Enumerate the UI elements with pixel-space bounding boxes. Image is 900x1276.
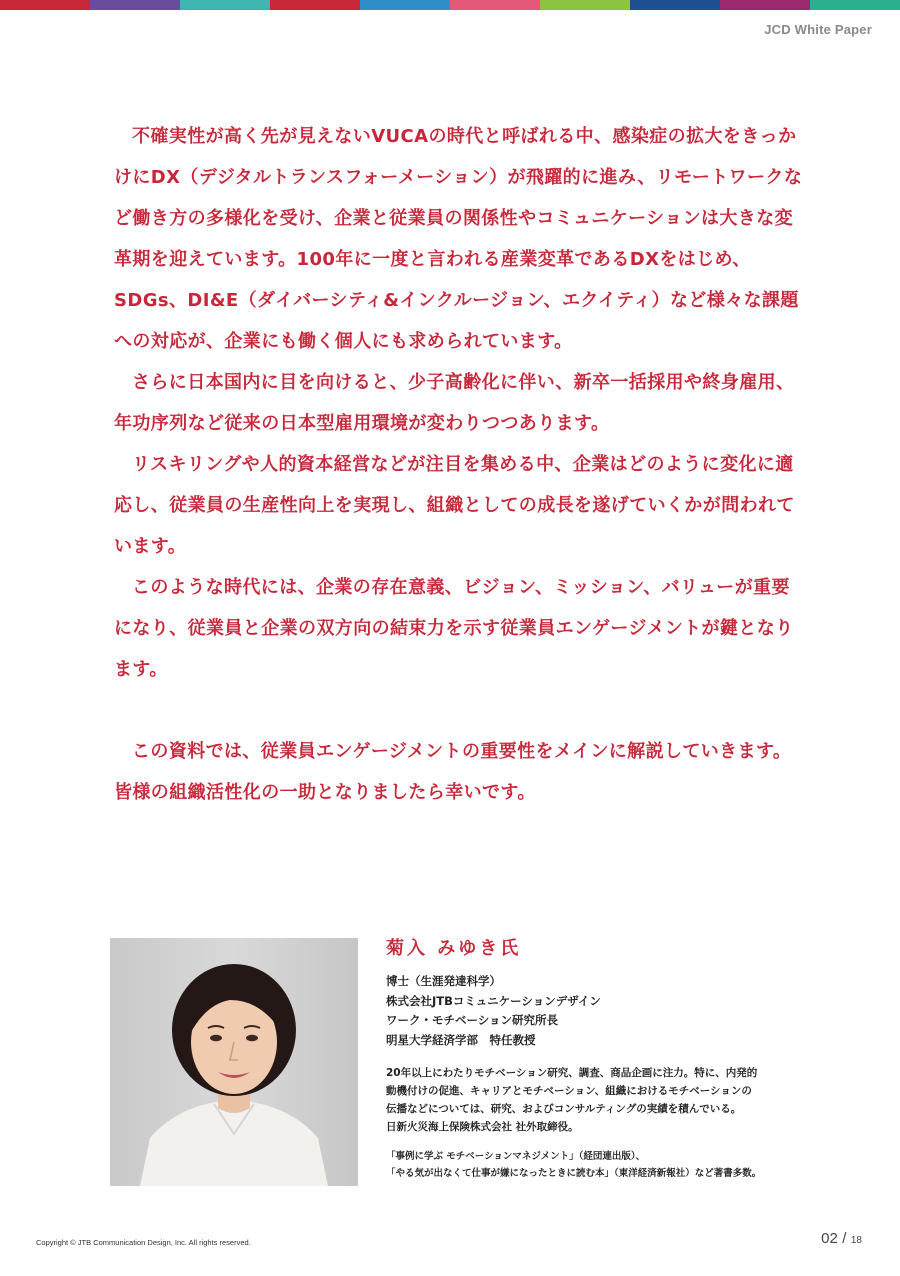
stripe-segment: [810, 0, 900, 10]
copyright-notice: Copyright © JTB Communication Design, Inc. All rights reserved.: [36, 1238, 251, 1247]
author-title-line: 明星大学経済学部 特任教授: [386, 1032, 536, 1047]
author-books: [386, 1148, 856, 1182]
page-separator: /: [842, 1230, 847, 1247]
author-bio-line: 動機付けの促進、キャリアとモチベーション、組織におけるモチベーションの: [386, 1085, 752, 1097]
stripe-segment: [360, 0, 450, 10]
author-photo: [110, 938, 358, 1186]
body-paragraph: このような時代には、企業の存在意義、ビジョン、ミッション、バリューが重要になり、従業員と企業の双方向の結束力を示す従業員エンゲージメントが鍵となります。: [114, 577, 794, 680]
closing-paragraph: この資料では、従業員エンゲージメントの重要性をメインに解説していきます。皆様の組織活性化の一助となりましたら幸いです。: [114, 741, 792, 803]
stripe-segment: [720, 0, 810, 10]
color-stripe: [0, 0, 900, 10]
author-bio-line: 20年以上にわたりモチベーション研究、調査、商品企画に注力。特に、内発的: [386, 1067, 758, 1079]
stripe-segment: [90, 0, 180, 10]
body-paragraph: 不確実性が高く先が見えないVUCAの時代と呼ばれる中、感染症の拡大をきっかけにDX（デジタルトランスフォーメーション）が飛躍的に進み、リモートワークなど働き方の多様化を受け、企業と従業員の関係性やコミュニケーションは大きな変革期を迎えています。100年に一度と言われる産業変革であるDXをはじめ、SDGs、DI&E（ダイバーシティ&インクルージョン、エクイティ）など様々な課題への対応が、企業にも働く個人にも求められています。: [114, 126, 803, 352]
header-label: JCD White Paper: [764, 22, 872, 37]
intro-text: [114, 116, 804, 813]
paragraph-gap: [114, 690, 804, 731]
author-titles: [386, 972, 856, 1050]
author-title-line: ワーク・モチベーション研究所長: [386, 1013, 559, 1027]
author-title-line: 博士（生涯発達科学）: [386, 974, 501, 988]
portrait-illustration: [110, 938, 358, 1186]
body-paragraph: リスキリングや人的資本経営などが注目を集める中、企業はどのように変化に適応し、従業員の生産性向上を実現し、組織としての成長を遂げていくかが問われています。: [114, 454, 795, 557]
author-bio-line: 日新火災海上保険株式会社 社外取締役。: [386, 1121, 579, 1133]
author-title-line: 株式会社JTBコミュニケーションデザイン: [386, 993, 601, 1008]
author-bio-line: 伝播などについては、研究、およびコンサルティングの実績を積んでいる。: [386, 1103, 742, 1115]
page-number: [821, 1230, 862, 1248]
author-name: 菊入 みゆき氏: [386, 938, 522, 959]
page-total: 18: [850, 1235, 862, 1246]
stripe-segment: [0, 0, 90, 10]
page-current: 02: [821, 1230, 838, 1247]
author-bio: [386, 1064, 856, 1136]
author-book-line: 「やる気が出なくて仕事が嫌になったときに読む本」（東洋経済新報社）など著書多数。: [386, 1168, 762, 1179]
stripe-segment: [270, 0, 360, 10]
stripe-segment: [540, 0, 630, 10]
body-paragraph: さらに日本国内に目を向けると、少子高齢化に伴い、新卒一括採用や終身雇用、年功序列など従来の日本型雇用環境が変わりつつあります。: [114, 372, 795, 434]
stripe-segment: [630, 0, 720, 10]
stripe-segment: [180, 0, 270, 10]
stripe-segment: [450, 0, 540, 10]
author-profile: [386, 934, 856, 1182]
author-book-line: 「事例に学ぶ モチベーションマネジメント」（経団連出版）、: [386, 1151, 646, 1162]
